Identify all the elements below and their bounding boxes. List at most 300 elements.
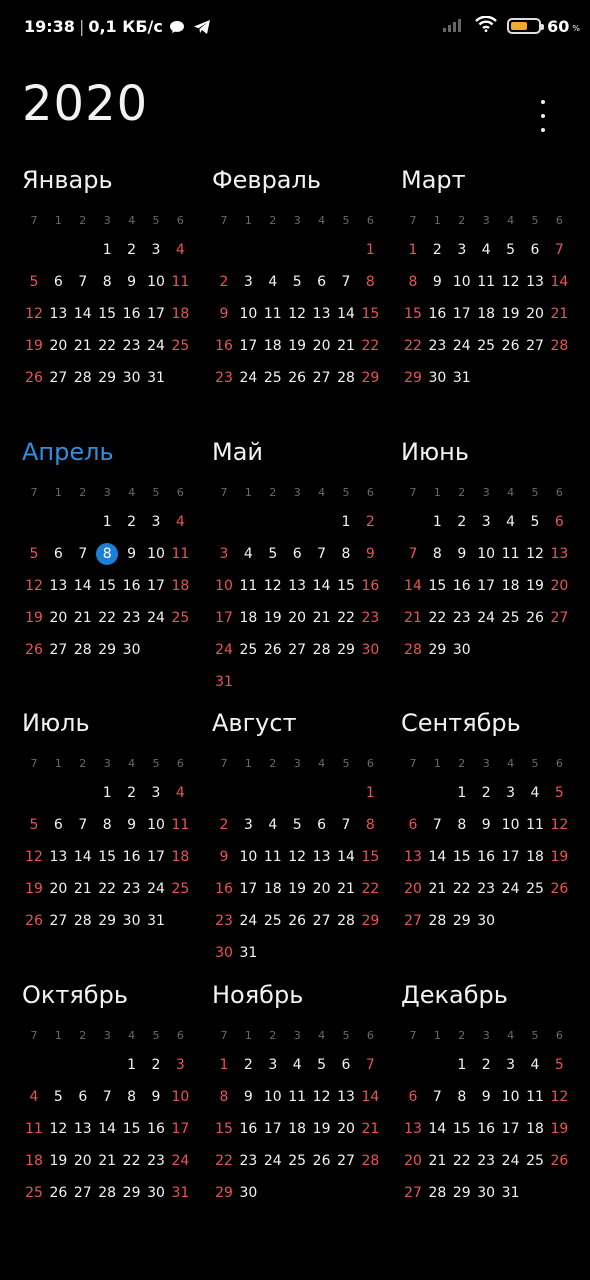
day-cell[interactable]: 30: [477, 1184, 496, 1201]
day-cell[interactable]: 24: [452, 337, 471, 354]
day-cell[interactable]: 16: [215, 880, 233, 897]
day-cell[interactable]: 19: [288, 880, 307, 897]
day-cell[interactable]: 8: [365, 273, 375, 290]
day-cell[interactable]: 13: [404, 1120, 422, 1137]
day-cell[interactable]: 14: [361, 1088, 380, 1105]
day-cell[interactable]: 16: [477, 848, 496, 865]
day-cell[interactable]: 6: [53, 816, 63, 833]
day-cell[interactable]: 20: [526, 305, 544, 322]
day-cell[interactable]: 8: [457, 816, 467, 833]
day-cell[interactable]: 18: [263, 337, 282, 354]
month-3[interactable]: [401, 166, 576, 426]
day-cell[interactable]: 19: [526, 577, 544, 594]
day-cell[interactable]: 1: [365, 785, 375, 801]
day-cell[interactable]: 7: [365, 1057, 375, 1073]
day-cell[interactable]: 12: [550, 816, 569, 833]
day-cell[interactable]: 31: [147, 912, 165, 929]
day-cell[interactable]: 5: [268, 545, 278, 562]
day-cell[interactable]: 30: [122, 641, 141, 658]
day-cell[interactable]: 13: [526, 273, 544, 290]
day-cell[interactable]: 6: [554, 514, 564, 530]
day-cell[interactable]: 9: [219, 305, 229, 322]
day-cell[interactable]: 16: [147, 1120, 165, 1137]
day-cell[interactable]: 16: [122, 848, 141, 865]
day-cell[interactable]: 23: [361, 609, 380, 626]
day-cell[interactable]: 7: [102, 1088, 112, 1105]
day-cell[interactable]: 1: [102, 514, 112, 530]
day-cell[interactable]: 30: [122, 912, 141, 929]
day-cell[interactable]: 13: [49, 305, 68, 322]
day-cell[interactable]: 29: [215, 1184, 233, 1201]
month-4[interactable]: [22, 438, 197, 698]
day-cell[interactable]: 2: [365, 514, 375, 530]
day-cell[interactable]: 2: [151, 1057, 161, 1073]
day-cell[interactable]: 4: [481, 242, 491, 258]
day-cell[interactable]: 20: [73, 1152, 92, 1169]
day-cell[interactable]: 24: [147, 337, 165, 354]
day-cell[interactable]: 30: [477, 912, 496, 929]
day-cell[interactable]: 11: [501, 545, 520, 562]
day-cell[interactable]: 5: [29, 273, 39, 290]
day-cell[interactable]: 27: [404, 1184, 422, 1201]
day-cell[interactable]: 28: [404, 641, 422, 658]
day-cell[interactable]: 9: [151, 1088, 161, 1105]
day-cell[interactable]: 1: [219, 1057, 229, 1073]
day-cell[interactable]: 19: [25, 880, 43, 897]
day-cell[interactable]: 13: [312, 305, 331, 322]
day-cell[interactable]: 29: [98, 369, 117, 386]
day-cell[interactable]: 17: [477, 577, 496, 594]
day-cell[interactable]: 9: [127, 545, 137, 562]
day-cell[interactable]: 17: [147, 305, 165, 322]
day-cell[interactable]: 6: [530, 242, 540, 258]
day-cell[interactable]: 19: [550, 1120, 569, 1137]
day-cell[interactable]: 24: [477, 609, 496, 626]
day-cell[interactable]: 2: [219, 273, 229, 290]
day-cell[interactable]: 1: [102, 785, 112, 801]
day-cell[interactable]: 14: [550, 273, 569, 290]
day-cell[interactable]: 7: [408, 545, 418, 562]
month-5[interactable]: [212, 438, 387, 698]
day-cell[interactable]: 22: [452, 1152, 471, 1169]
day-cell[interactable]: 10: [171, 1088, 190, 1105]
day-cell[interactable]: 13: [550, 545, 569, 562]
day-cell[interactable]: 6: [292, 545, 302, 562]
day-cell[interactable]: 29: [452, 1184, 471, 1201]
day-cell[interactable]: 15: [404, 305, 422, 322]
day-cell[interactable]: 29: [452, 912, 471, 929]
day-cell[interactable]: 26: [288, 912, 307, 929]
day-cell[interactable]: 12: [312, 1088, 331, 1105]
day-cell[interactable]: 14: [73, 577, 92, 594]
day-cell[interactable]: 16: [452, 577, 471, 594]
day-cell[interactable]: 21: [73, 337, 92, 354]
day-cell[interactable]: 24: [263, 1152, 282, 1169]
day-cell[interactable]: 20: [49, 880, 68, 897]
day-cell[interactable]: 28: [550, 337, 569, 354]
day-cell[interactable]: 7: [432, 816, 442, 833]
day-cell[interactable]: 11: [263, 305, 282, 322]
day-cell[interactable]: 6: [341, 1057, 351, 1073]
day-cell[interactable]: 1: [457, 785, 467, 801]
day-cell[interactable]: 30: [239, 1184, 258, 1201]
day-cell[interactable]: 16: [215, 337, 233, 354]
day-cell[interactable]: 15: [452, 848, 471, 865]
day-cell[interactable]: 21: [73, 609, 92, 626]
day-cell[interactable]: 15: [361, 848, 380, 865]
day-cell[interactable]: 13: [49, 577, 68, 594]
day-cell[interactable]: 7: [341, 816, 351, 833]
day-cell[interactable]: 3: [243, 273, 253, 290]
day-cell[interactable]: 9: [127, 273, 137, 290]
day-cell[interactable]: 8: [432, 545, 442, 562]
day-cell[interactable]: 17: [452, 305, 471, 322]
day-cell[interactable]: 17: [239, 880, 258, 897]
day-cell[interactable]: 30: [452, 641, 471, 658]
day-cell[interactable]: 30: [147, 1184, 165, 1201]
day-cell[interactable]: 11: [526, 816, 544, 833]
day-cell[interactable]: 9: [457, 545, 467, 562]
day-cell[interactable]: 4: [175, 785, 185, 801]
day-cell[interactable]: 6: [408, 1088, 418, 1105]
day-cell[interactable]: 10: [477, 545, 496, 562]
day-cell[interactable]: 15: [122, 1120, 141, 1137]
day-cell[interactable]: 28: [337, 912, 355, 929]
day-cell[interactable]: 25: [239, 641, 258, 658]
day-cell[interactable]: 18: [263, 880, 282, 897]
day-cell[interactable]: 18: [25, 1152, 43, 1169]
day-cell[interactable]: 9: [481, 816, 491, 833]
day-cell[interactable]: 26: [550, 880, 569, 897]
day-cell[interactable]: 3: [151, 785, 161, 801]
day-cell[interactable]: 2: [481, 785, 491, 801]
day-cell[interactable]: 28: [361, 1152, 380, 1169]
day-cell[interactable]: 6: [317, 816, 327, 833]
day-cell[interactable]: 8: [408, 273, 418, 290]
day-cell[interactable]: 16: [361, 577, 380, 594]
day-cell[interactable]: 7: [554, 242, 564, 258]
day-cell[interactable]: 27: [73, 1184, 92, 1201]
day-cell[interactable]: 5: [53, 1088, 63, 1105]
day-cell[interactable]: 20: [288, 609, 307, 626]
day-cell[interactable]: 26: [25, 912, 43, 929]
day-cell[interactable]: 14: [73, 848, 92, 865]
day-cell[interactable]: 20: [312, 337, 331, 354]
day-cell[interactable]: 12: [25, 305, 43, 322]
day-cell[interactable]: 10: [501, 816, 520, 833]
day-cell[interactable]: 21: [361, 1120, 380, 1137]
day-cell[interactable]: 6: [78, 1088, 88, 1105]
day-cell[interactable]: 28: [428, 1184, 447, 1201]
day-cell[interactable]: 14: [312, 577, 331, 594]
day-cell[interactable]: 8: [341, 545, 351, 562]
day-cell[interactable]: 19: [25, 337, 43, 354]
day-cell[interactable]: 7: [317, 545, 327, 562]
day-cell[interactable]: 28: [337, 369, 355, 386]
day-cell[interactable]: 12: [263, 577, 282, 594]
month-1[interactable]: [22, 166, 197, 426]
day-cell[interactable]: 25: [526, 880, 544, 897]
day-cell[interactable]: 30: [215, 944, 233, 961]
day-cell[interactable]: 28: [312, 641, 331, 658]
day-cell[interactable]: 23: [477, 880, 496, 897]
day-cell[interactable]: 14: [337, 848, 355, 865]
day-cell[interactable]: 21: [404, 609, 422, 626]
day-cell[interactable]: 18: [526, 1120, 544, 1137]
day-cell[interactable]: 15: [98, 577, 117, 594]
day-cell[interactable]: 10: [239, 848, 258, 865]
day-cell[interactable]: 23: [239, 1152, 258, 1169]
day-cell[interactable]: 22: [122, 1152, 141, 1169]
day-cell[interactable]: 12: [25, 848, 43, 865]
day-cell[interactable]: 14: [428, 1120, 447, 1137]
day-cell[interactable]: 24: [215, 641, 233, 658]
day-cell[interactable]: 17: [147, 848, 165, 865]
day-cell[interactable]: 22: [452, 880, 471, 897]
day-cell[interactable]: 26: [25, 641, 43, 658]
day-cell[interactable]: 11: [171, 545, 190, 562]
day-cell[interactable]: 1: [432, 514, 442, 530]
day-cell[interactable]: 26: [25, 369, 43, 386]
day-cell[interactable]: 25: [501, 609, 520, 626]
day-cell[interactable]: 29: [337, 641, 355, 658]
day-cell[interactable]: 10: [147, 545, 165, 562]
day-cell[interactable]: 4: [29, 1088, 39, 1105]
day-cell[interactable]: 2: [127, 242, 137, 258]
day-cell[interactable]: 9: [127, 816, 137, 833]
day-cell[interactable]: 28: [73, 912, 92, 929]
day-cell[interactable]: 13: [288, 577, 307, 594]
day-cell[interactable]: 21: [73, 880, 92, 897]
day-cell[interactable]: 10: [501, 1088, 520, 1105]
day-cell[interactable]: 27: [312, 912, 331, 929]
day-cell[interactable]: 1: [457, 1057, 467, 1073]
day-cell[interactable]: 23: [122, 609, 141, 626]
day-cell[interactable]: 14: [428, 848, 447, 865]
day-cell[interactable]: 17: [263, 1120, 282, 1137]
day-cell[interactable]: 13: [337, 1088, 355, 1105]
day-cell[interactable]: 19: [263, 609, 282, 626]
day-cell[interactable]: 1: [408, 242, 418, 258]
day-cell[interactable]: 23: [147, 1152, 165, 1169]
day-cell[interactable]: 26: [526, 609, 544, 626]
day-cell[interactable]: 22: [361, 337, 380, 354]
day-cell[interactable]: 4: [175, 514, 185, 530]
day-cell[interactable]: 25: [288, 1152, 307, 1169]
day-cell[interactable]: 10: [215, 577, 233, 594]
day-cell[interactable]: 5: [530, 514, 540, 530]
day-cell[interactable]: 7: [78, 816, 88, 833]
day-cell[interactable]: 1: [127, 1057, 137, 1073]
day-cell[interactable]: 22: [428, 609, 447, 626]
day-cell[interactable]: 19: [501, 305, 520, 322]
day-cell[interactable]: 30: [361, 641, 380, 658]
day-cell[interactable]: 5: [554, 785, 564, 801]
day-cell[interactable]: 4: [506, 514, 516, 530]
day-cell[interactable]: 31: [171, 1184, 190, 1201]
month-10[interactable]: [22, 981, 197, 1241]
day-cell[interactable]: 31: [147, 369, 165, 386]
day-cell[interactable]: 29: [361, 912, 380, 929]
day-cell[interactable]: 17: [147, 577, 165, 594]
month-8[interactable]: [212, 709, 387, 969]
day-cell[interactable]: 2: [432, 242, 442, 258]
day-cell[interactable]: 3: [151, 514, 161, 530]
day-cell[interactable]: 14: [404, 577, 422, 594]
day-cell[interactable]: 5: [29, 816, 39, 833]
day-cell[interactable]: 15: [98, 848, 117, 865]
day-cell[interactable]: 5: [506, 242, 516, 258]
day-cell[interactable]: 17: [215, 609, 233, 626]
day-cell[interactable]: 8: [102, 816, 112, 833]
day-cell[interactable]: 24: [501, 880, 520, 897]
day-cell[interactable]: 18: [501, 577, 520, 594]
day-cell[interactable]: 4: [243, 545, 253, 562]
day-cell[interactable]: 10: [452, 273, 471, 290]
day-cell[interactable]: 9: [481, 1088, 491, 1105]
day-cell[interactable]: 12: [288, 848, 307, 865]
day-cell[interactable]: 2: [219, 816, 229, 833]
month-11[interactable]: [212, 981, 387, 1241]
day-cell[interactable]: 7: [432, 1088, 442, 1105]
day-cell[interactable]: 30: [428, 369, 447, 386]
day-cell[interactable]: 26: [312, 1152, 331, 1169]
day-cell[interactable]: 27: [312, 369, 331, 386]
day-cell[interactable]: 27: [49, 641, 68, 658]
day-cell[interactable]: 5: [29, 545, 39, 562]
day-cell[interactable]: 22: [98, 337, 117, 354]
day-cell[interactable]: 8: [102, 273, 112, 290]
day-cell[interactable]: 20: [49, 337, 68, 354]
day-cell[interactable]: 27: [337, 1152, 355, 1169]
day-cell[interactable]: 7: [341, 273, 351, 290]
day-cell[interactable]: 12: [526, 545, 544, 562]
day-cell[interactable]: 4: [268, 816, 278, 833]
day-cell[interactable]: 18: [288, 1120, 307, 1137]
day-cell[interactable]: 27: [404, 912, 422, 929]
day-cell-today[interactable]: 8: [95, 544, 119, 564]
day-cell[interactable]: 5: [554, 1057, 564, 1073]
day-cell[interactable]: 9: [365, 545, 375, 562]
day-cell[interactable]: 24: [239, 912, 258, 929]
day-cell[interactable]: 1: [102, 242, 112, 258]
day-cell[interactable]: 12: [288, 305, 307, 322]
day-cell[interactable]: 11: [288, 1088, 307, 1105]
day-cell[interactable]: 17: [501, 848, 520, 865]
day-cell[interactable]: 8: [127, 1088, 137, 1105]
day-cell[interactable]: 6: [317, 273, 327, 290]
day-cell[interactable]: 20: [404, 880, 422, 897]
day-cell[interactable]: 11: [526, 1088, 544, 1105]
day-cell[interactable]: 28: [73, 641, 92, 658]
day-cell[interactable]: 2: [457, 514, 467, 530]
day-cell[interactable]: 9: [219, 848, 229, 865]
day-cell[interactable]: 2: [481, 1057, 491, 1073]
day-cell[interactable]: 15: [98, 305, 117, 322]
day-cell[interactable]: 7: [78, 273, 88, 290]
day-cell[interactable]: 15: [337, 577, 355, 594]
day-cell[interactable]: 15: [361, 305, 380, 322]
month-7[interactable]: [22, 709, 197, 969]
day-cell[interactable]: 11: [263, 848, 282, 865]
day-cell[interactable]: 24: [171, 1152, 190, 1169]
day-cell[interactable]: 21: [428, 880, 447, 897]
day-cell[interactable]: 15: [215, 1120, 233, 1137]
day-cell[interactable]: 26: [550, 1152, 569, 1169]
day-cell[interactable]: 13: [49, 848, 68, 865]
day-cell[interactable]: 10: [263, 1088, 282, 1105]
day-cell[interactable]: 4: [175, 242, 185, 258]
day-cell[interactable]: 18: [526, 848, 544, 865]
day-cell[interactable]: 17: [171, 1120, 190, 1137]
day-cell[interactable]: 16: [122, 577, 141, 594]
day-cell[interactable]: 17: [239, 337, 258, 354]
day-cell[interactable]: 3: [151, 242, 161, 258]
day-cell[interactable]: 15: [428, 577, 447, 594]
day-cell[interactable]: 24: [147, 880, 165, 897]
day-cell[interactable]: 19: [312, 1120, 331, 1137]
day-cell[interactable]: 17: [501, 1120, 520, 1137]
day-cell[interactable]: 25: [263, 912, 282, 929]
day-cell[interactable]: 27: [288, 641, 307, 658]
day-cell[interactable]: 29: [98, 912, 117, 929]
day-cell[interactable]: 25: [171, 880, 190, 897]
day-cell[interactable]: 13: [404, 848, 422, 865]
day-cell[interactable]: 23: [215, 369, 233, 386]
day-cell[interactable]: 5: [317, 1057, 327, 1073]
day-cell[interactable]: 23: [428, 337, 447, 354]
day-cell[interactable]: 16: [428, 305, 447, 322]
day-cell[interactable]: 22: [337, 609, 355, 626]
day-cell[interactable]: 4: [292, 1057, 302, 1073]
day-cell[interactable]: 26: [288, 369, 307, 386]
day-cell[interactable]: 27: [550, 609, 569, 626]
day-cell[interactable]: 25: [171, 609, 190, 626]
day-cell[interactable]: 6: [408, 816, 418, 833]
day-cell[interactable]: 1: [365, 242, 375, 258]
day-cell[interactable]: 10: [239, 305, 258, 322]
day-cell[interactable]: 27: [526, 337, 544, 354]
day-cell[interactable]: 18: [171, 848, 190, 865]
day-cell[interactable]: 24: [147, 609, 165, 626]
day-cell[interactable]: 16: [122, 305, 141, 322]
day-cell[interactable]: 2: [127, 785, 137, 801]
day-cell[interactable]: 18: [171, 577, 190, 594]
day-cell[interactable]: 21: [312, 609, 331, 626]
day-cell[interactable]: 25: [25, 1184, 43, 1201]
day-cell[interactable]: 31: [501, 1184, 520, 1201]
day-cell[interactable]: 2: [127, 514, 137, 530]
day-cell[interactable]: 26: [263, 641, 282, 658]
day-cell[interactable]: 3: [175, 1057, 185, 1073]
day-cell[interactable]: 4: [530, 785, 540, 801]
day-cell[interactable]: 29: [428, 641, 447, 658]
day-cell[interactable]: 12: [49, 1120, 68, 1137]
month-6[interactable]: [401, 438, 576, 698]
day-cell[interactable]: 11: [25, 1120, 43, 1137]
day-cell[interactable]: 3: [457, 242, 467, 258]
day-cell[interactable]: 4: [530, 1057, 540, 1073]
day-cell[interactable]: 11: [477, 273, 496, 290]
day-cell[interactable]: 15: [452, 1120, 471, 1137]
day-cell[interactable]: 25: [171, 337, 190, 354]
day-cell[interactable]: 20: [337, 1120, 355, 1137]
day-cell[interactable]: 14: [98, 1120, 117, 1137]
day-cell[interactable]: 23: [452, 609, 471, 626]
day-cell[interactable]: 21: [98, 1152, 117, 1169]
day-cell[interactable]: 24: [501, 1152, 520, 1169]
day-cell[interactable]: 24: [239, 369, 258, 386]
